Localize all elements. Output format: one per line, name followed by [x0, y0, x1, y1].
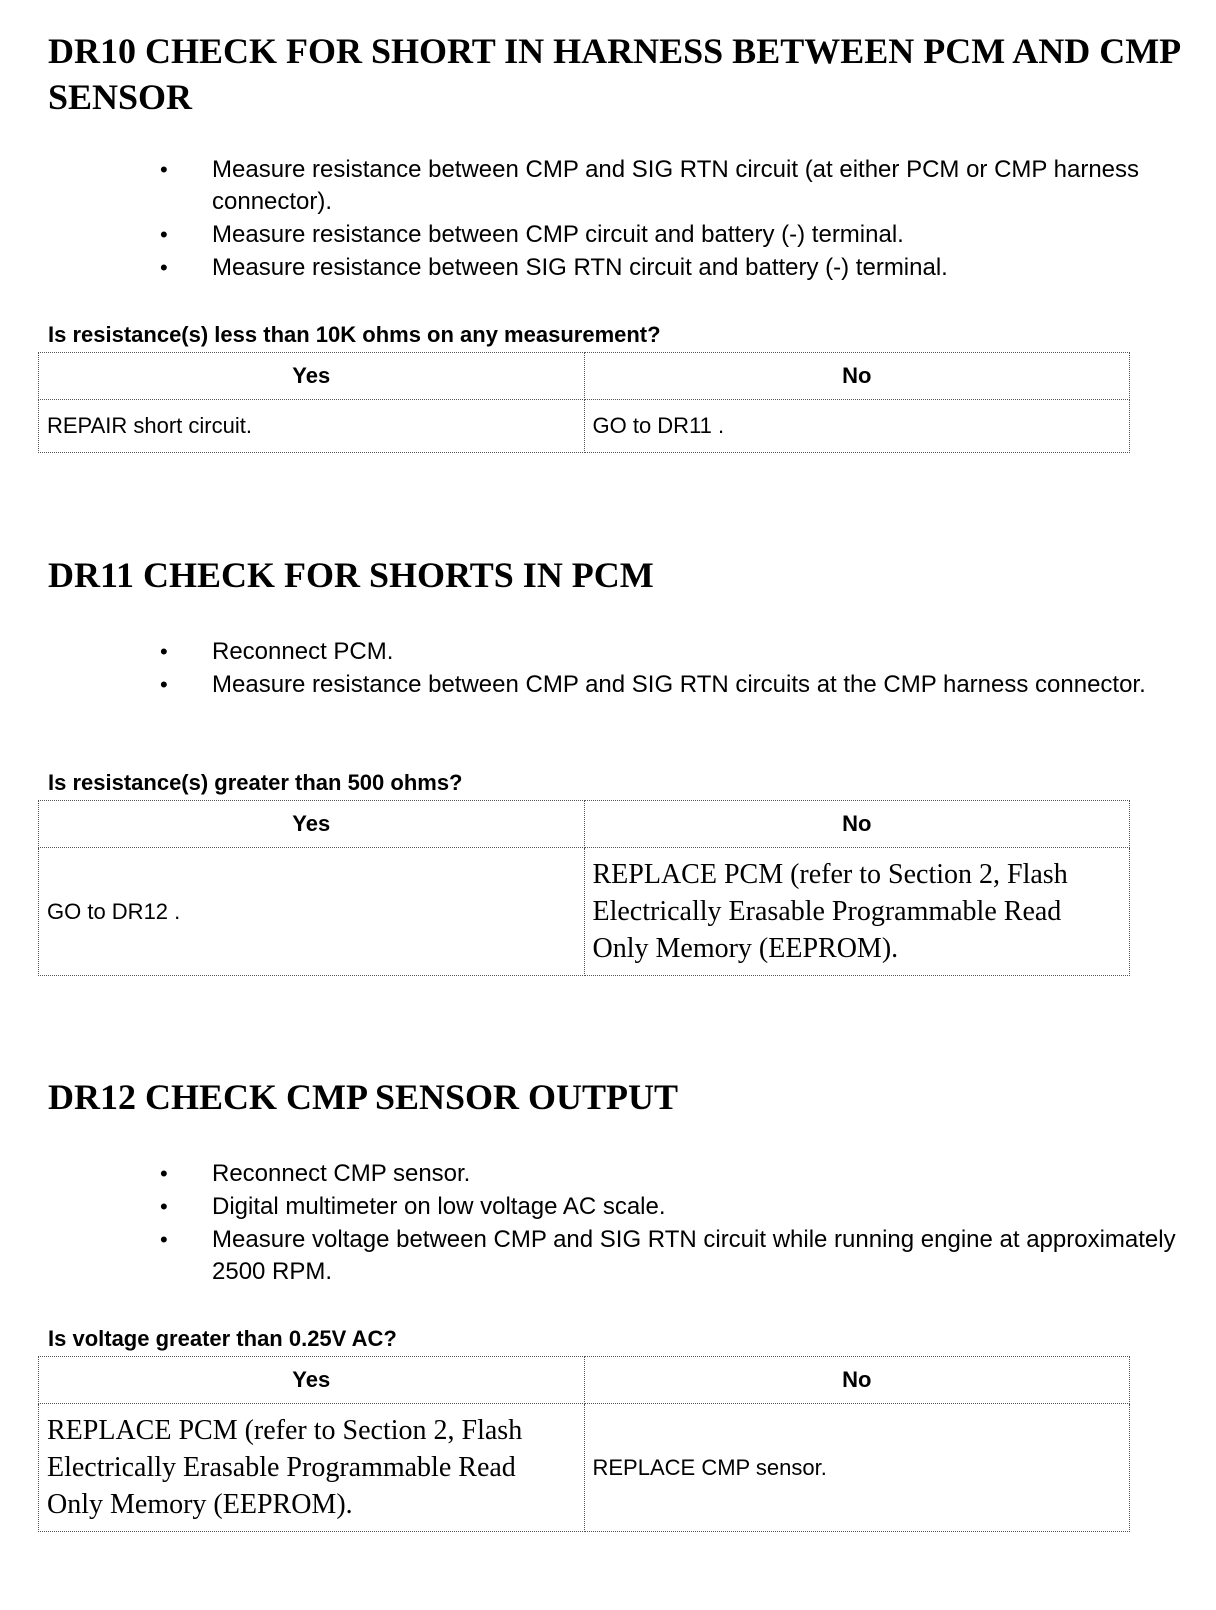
- no-action: REPLACE PCM (refer to Section 2, Flash Electrically Erasable Programmable Read Only Memory (EEPROM).: [584, 848, 1130, 976]
- section-heading-dr10: DR10 CHECK FOR SHORT IN HARNESS BETWEEN PCM AND CMP SENSOR: [48, 31, 1180, 117]
- yes-action: REPLACE PCM (refer to Section 2, Flash Electrically Erasable Programmable Read Only Memory (EEPROM).: [39, 1404, 585, 1532]
- list-item: • Digital multimeter on low voltage AC scale.: [160, 1191, 1180, 1223]
- yes-header: Yes: [39, 353, 585, 400]
- no-header: No: [584, 1357, 1130, 1404]
- list-item: • Measure resistance between SIG RTN circuit and battery (-) terminal.: [160, 252, 1180, 284]
- section-heading-dr11: DR11 CHECK FOR SHORTS IN PCM: [48, 555, 654, 595]
- question-dr12: Is voltage greater than 0.25V AC?: [48, 1326, 397, 1351]
- decision-table-dr11: [38, 800, 1130, 976]
- no-header: No: [584, 353, 1130, 400]
- step-list-dr10: [160, 154, 1180, 285]
- list-item: • Measure resistance between CMP and SIG RTN circuit (at either PCM or CMP harness connector).: [160, 154, 1180, 218]
- question-dr11: Is resistance(s) greater than 500 ohms?: [48, 770, 463, 795]
- section-heading-dr12: DR12 CHECK CMP SENSOR OUTPUT: [48, 1077, 679, 1117]
- yes-header: Yes: [39, 801, 585, 848]
- yes-header: Yes: [39, 1357, 585, 1404]
- yes-action: REPAIR short circuit.: [39, 400, 585, 453]
- decision-table-dr10: [38, 352, 1130, 453]
- list-item: • Measure resistance between CMP and SIG RTN circuits at the CMP harness connector.: [160, 669, 1180, 701]
- step-list-dr11: [160, 636, 1180, 702]
- list-item: • Reconnect PCM.: [160, 636, 1180, 668]
- no-action: GO to DR11 .: [584, 400, 1130, 453]
- no-action: REPLACE CMP sensor.: [584, 1404, 1130, 1532]
- list-item: • Reconnect CMP sensor.: [160, 1158, 1180, 1190]
- no-header: No: [584, 801, 1130, 848]
- step-list-dr12: [160, 1158, 1180, 1289]
- question-dr10: Is resistance(s) less than 10K ohms on any measurement?: [48, 322, 661, 347]
- yes-action: GO to DR12 .: [39, 848, 585, 976]
- list-item: • Measure resistance between CMP circuit and battery (-) terminal.: [160, 219, 1180, 251]
- decision-table-dr12: [38, 1356, 1130, 1532]
- list-item: • Measure voltage between CMP and SIG RTN circuit while running engine at approximately 2500 RPM.: [160, 1224, 1180, 1288]
